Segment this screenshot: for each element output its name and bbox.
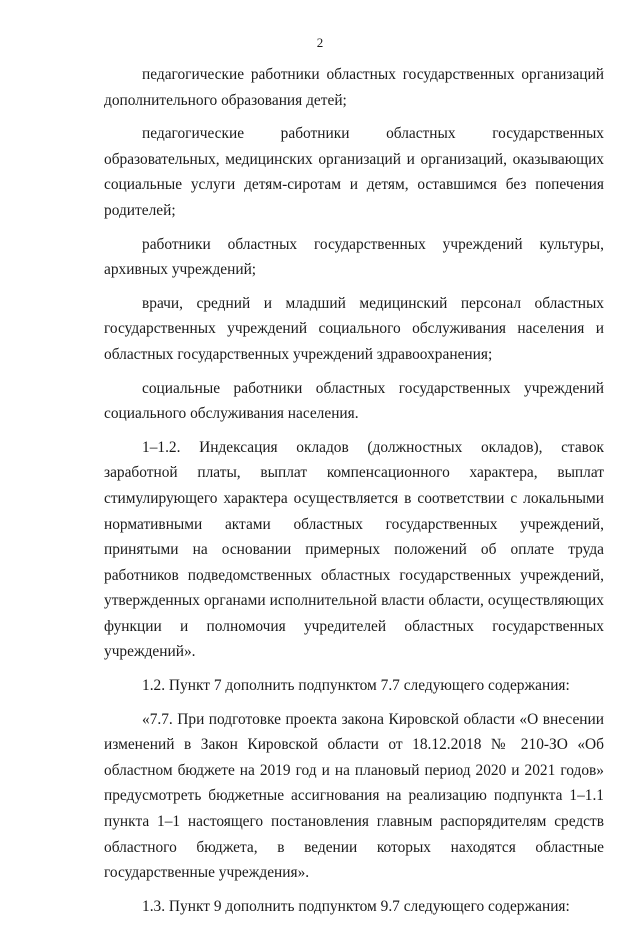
paragraph-orphan-care-workers: педагогические работники областных государственных образовательных, медицинских организаций и организаций, оказывающих социальные услуги детям-сиротам и детям, оставшимся без попечения родителей;: [104, 125, 604, 219]
paragraph-item-1-2: 1.2. Пункт 7 дополнить подпунктом 7.7 следующего содержания:: [142, 677, 570, 695]
paragraph-social-workers: социальные работники областных государственных учреждений социального обслуживания населения.: [104, 379, 604, 423]
paragraph-culture-workers: работники областных государственных учреждений культуры, архивных учреждений;: [104, 235, 604, 279]
paragraph-indexation: 1–1.2. Индексация окладов (должностных окладов), ставок заработной платы, выплат компенсационного характера, выплат стимулирующего характера осуществляется в соответствии с локальными нормативными актами областных государственных учреждений, принятыми на основании примерных положений об оплате труда работников подведомственных областных государственных учреждений, утвержденных органами исполнительной власти области, осуществляющих функции и полномочия учредителей областных государственных учреждений».: [104, 438, 604, 661]
page-number: 2: [316, 35, 324, 50]
paragraph-medical-staff: врачи, средний и младший медицинский персонал областных государственных учреждений социального обслуживания населения и областных государственных учреждений здравоохранения;: [104, 294, 604, 363]
paragraph-item-7-7: «7.7. При подготовке проекта закона Кировской области «О внесении изменений в Закон Кировской области от 18.12.2018 № 210-ЗО «Об областном бюджете на 2019 год и на плановый период 2020 и 2021 годов» предусмотреть бюджетные ассигнования на реализацию подпункта 1–1.1 пункта 1–1 настоящего постановления главным распорядителям средств областного бюджета, в ведении которых находятся областные государственные учреждения».: [104, 710, 604, 882]
paragraph-education-workers: педагогические работники областных государственных организаций дополнительного образования детей;: [104, 66, 604, 109]
document-body: [104, 62, 604, 927]
paragraph-item-1-3: 1.3. Пункт 9 дополнить подпунктом 9.7 следующего содержания:: [142, 897, 570, 915]
